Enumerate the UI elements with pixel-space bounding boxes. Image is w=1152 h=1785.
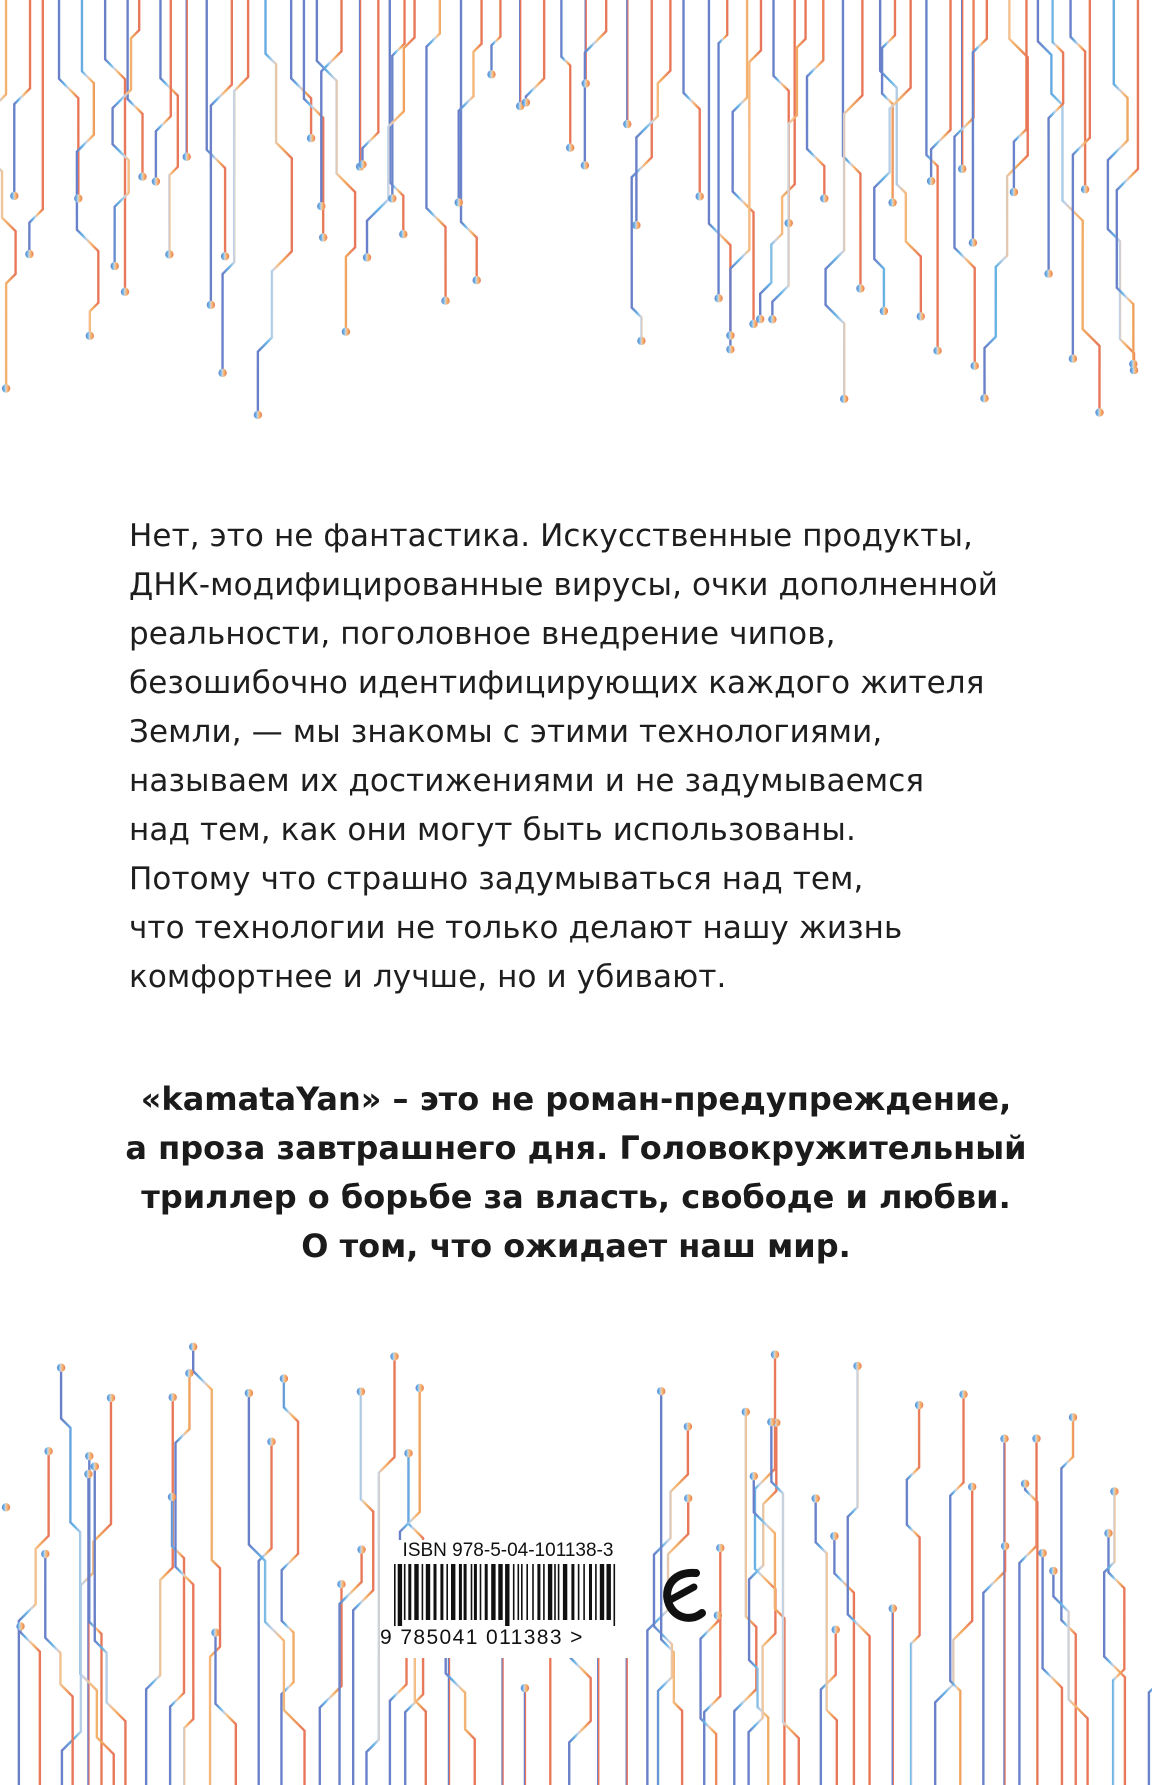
barcode-bar — [595, 1564, 597, 1620]
circuit-trace — [848, 1366, 870, 1785]
eksmo-logo-icon — [660, 1565, 708, 1627]
circuit-trace — [1049, 0, 1064, 274]
circuit-trace — [950, 1394, 963, 1785]
circuit-node — [189, 1343, 197, 1351]
circuit-trace — [207, 0, 225, 256]
circuit-node — [388, 194, 396, 202]
circuit-node — [254, 411, 262, 419]
isbn-number: ISBN 978-5-04-101138-3 — [402, 1540, 614, 1561]
barcode-bar — [614, 1564, 616, 1626]
circuit-trace — [21, 1626, 40, 1785]
circuit-node — [756, 315, 764, 323]
barcode-bar — [464, 1564, 467, 1620]
circuit-node — [416, 1384, 424, 1392]
circuit-trace — [1053, 1571, 1087, 1785]
barcode-bar — [498, 1564, 502, 1620]
circuit-trace — [807, 0, 824, 199]
circuit-trace — [636, 0, 670, 225]
circuit-node — [632, 221, 640, 229]
barcode-bar — [414, 1564, 418, 1620]
circuit-node — [623, 120, 631, 128]
circuit-node — [1001, 1542, 1009, 1550]
circuit-node — [714, 294, 722, 302]
circuit-trace — [160, 0, 177, 254]
barcode-bar — [474, 1564, 477, 1620]
tagline-line: триллер о борьбе за власть, свободе и любви. — [141, 1178, 1011, 1216]
barcode-bar — [451, 1564, 455, 1620]
circuit-pattern-bottom — [0, 1290, 1152, 1785]
circuit-trace — [561, 0, 570, 148]
circuit-node — [165, 250, 173, 258]
barcode-bars — [380, 1564, 630, 1626]
circuit-node — [358, 160, 366, 168]
circuit-node — [84, 1470, 92, 1478]
barcode-digits: 9 785041 011383 > — [380, 1626, 584, 1649]
circuit-node — [684, 1422, 692, 1430]
circuit-trace — [193, 1347, 220, 1785]
circuit-node — [915, 1401, 923, 1409]
barcode-bar — [571, 1564, 574, 1620]
circuit-node — [152, 177, 160, 185]
barcode-bar — [513, 1564, 515, 1620]
blurb-line: что технологии не только делают нашу жизнь — [129, 910, 903, 946]
circuit-node — [856, 284, 864, 292]
circuit-trace — [45, 1554, 72, 1785]
circuit-pattern-top — [0, 0, 1152, 480]
circuit-trace — [14, 0, 30, 196]
circuit-trace — [211, 0, 232, 305]
barcode-bar — [485, 1564, 488, 1620]
blurb-line: комфортнее и лучше, но и убивают. — [129, 959, 727, 995]
circuit-node — [207, 301, 215, 309]
blurb-line: называем их достижениями и не задумываемся — [129, 763, 925, 799]
circuit-node — [968, 1483, 976, 1491]
circuit-node — [971, 362, 979, 370]
circuit-node — [25, 250, 33, 258]
barcode-bar — [394, 1564, 396, 1626]
circuit-node — [1069, 1413, 1077, 1421]
circuit-trace — [935, 1487, 972, 1785]
circuit-node — [363, 253, 371, 261]
circuit-node — [749, 320, 757, 328]
barcode-bar — [543, 1564, 545, 1620]
blurb-line: ДНК-модифицированные вирусы, очки дополненной — [129, 567, 999, 603]
circuit-trace — [954, 0, 974, 366]
circuit-node — [1129, 360, 1137, 368]
barcode-bar — [480, 1564, 482, 1620]
barcode-bar — [563, 1564, 567, 1620]
barcode-bar — [532, 1564, 534, 1620]
barcode-bar — [459, 1564, 462, 1620]
circuit-node — [959, 1390, 967, 1398]
circuit-node — [441, 297, 449, 305]
circuit-trace — [461, 0, 477, 280]
circuit-trace — [249, 1393, 305, 1785]
circuit-node — [566, 144, 574, 152]
circuit-trace — [730, 0, 761, 349]
circuit-node — [357, 1387, 365, 1395]
barcode-bar — [554, 1564, 556, 1620]
circuit-node — [1021, 1480, 1029, 1488]
circuit-node — [245, 1389, 253, 1397]
circuit-node — [637, 337, 645, 345]
tagline-line: а проза завтрашнего дня. Головокружительный — [125, 1129, 1027, 1167]
circuit-node — [889, 1604, 897, 1612]
circuit-node — [455, 198, 463, 206]
barcode-bar — [440, 1564, 443, 1620]
circuit-node — [980, 394, 988, 402]
circuit-trace — [258, 0, 292, 415]
barcode-bar — [422, 1564, 424, 1620]
circuit-node — [390, 1352, 398, 1360]
circuit-trace — [170, 1497, 184, 1785]
tagline-line: О том, что ожидает наш мир. — [301, 1227, 851, 1265]
circuit-trace — [1019, 1439, 1036, 1785]
barcode-bar — [408, 1564, 411, 1620]
circuit-node — [319, 233, 327, 241]
blurb-line: Нет, это не фантастика. Искусственные продукты, — [129, 518, 973, 554]
circuit-node — [487, 70, 495, 78]
circuit-trace — [59, 0, 78, 198]
circuit-trace — [880, 0, 921, 316]
circuit-trace — [907, 1405, 920, 1785]
circuit-node — [1032, 1434, 1040, 1442]
circuit-node — [742, 1408, 750, 1416]
barcode-bar — [578, 1564, 580, 1620]
circuit-node — [169, 1393, 177, 1401]
circuit-node — [958, 165, 966, 173]
circuit-node — [41, 1550, 49, 1558]
circuit-node — [185, 1369, 193, 1377]
isbn-barcode — [380, 1540, 640, 1658]
barcode-bar — [518, 1564, 520, 1620]
circuit-node — [307, 134, 315, 142]
barcode-bar — [446, 1564, 448, 1620]
circuit-trace — [843, 0, 860, 289]
circuit-trace — [426, 0, 445, 301]
circuit-trace — [29, 0, 42, 254]
circuit-node — [933, 347, 941, 355]
circuit-node — [1081, 185, 1089, 193]
circuit-node — [218, 369, 226, 377]
circuit-node — [86, 332, 94, 340]
circuit-node — [121, 288, 129, 296]
circuit-node — [404, 1449, 412, 1457]
barcode-bar — [526, 1564, 528, 1620]
circuit-node — [696, 192, 704, 200]
circuit-node — [657, 1387, 665, 1395]
circuit-node — [888, 198, 896, 206]
circuit-node — [138, 173, 146, 181]
circuit-node — [111, 262, 119, 270]
circuit-trace — [362, 0, 378, 164]
circuit-trace — [223, 0, 249, 373]
circuit-trace — [1109, 1533, 1125, 1785]
circuit-node — [812, 1494, 820, 1502]
circuit-trace — [931, 0, 950, 181]
circuit-node — [830, 1532, 838, 1540]
circuit-node — [1000, 1435, 1008, 1443]
circuit-node — [10, 192, 18, 200]
circuit-node — [2, 1503, 10, 1511]
circuit-node — [969, 239, 977, 247]
tagline-paragraph — [0, 1075, 1152, 1271]
circuit-node — [767, 1418, 775, 1426]
circuit-trace — [821, 1630, 836, 1785]
circuit-trace — [156, 0, 171, 182]
circuit-node — [853, 1362, 861, 1370]
barcode-bar — [505, 1564, 509, 1626]
circuit-trace — [291, 0, 311, 138]
blurb-line: над тем, как они могут быть использованы. — [129, 812, 856, 848]
circuit-trace — [719, 0, 728, 298]
circuit-trace — [684, 0, 700, 196]
circuit-node — [726, 331, 734, 339]
circuit-node — [399, 230, 407, 238]
circuit-node — [1010, 188, 1018, 196]
circuit-node — [168, 1493, 176, 1501]
circuit-trace — [973, 0, 987, 243]
circuit-node — [714, 1611, 722, 1619]
circuit-node — [280, 1374, 288, 1382]
circuit-trace — [77, 0, 98, 336]
circuit-node — [927, 177, 935, 185]
circuit-node — [1069, 355, 1077, 363]
circuit-trace — [146, 1397, 173, 1785]
circuit-node — [357, 1545, 365, 1553]
circuit-node — [211, 1628, 219, 1636]
barcode-bar — [434, 1564, 437, 1620]
barcode-bar — [589, 1564, 592, 1620]
circuit-node — [768, 315, 776, 323]
barcode-bar — [426, 1564, 430, 1620]
circuit-node — [582, 79, 590, 87]
circuit-node — [726, 345, 734, 353]
circuit-node — [1095, 408, 1103, 416]
circuit-node — [684, 1494, 692, 1502]
barcode-bar — [607, 1564, 611, 1620]
circuit-trace — [632, 0, 652, 341]
circuit-node — [74, 194, 82, 202]
barcode-bar — [404, 1564, 406, 1620]
circuit-trace — [526, 0, 544, 103]
blurb-paragraph — [129, 512, 1049, 1002]
barcode-bar — [548, 1564, 552, 1620]
circuit-node — [16, 1622, 24, 1630]
circuit-node — [522, 98, 530, 106]
circuit-node — [85, 1452, 93, 1460]
circuit-node — [840, 395, 848, 403]
blurb-line: реальности, поголовное внедрение чипов, — [129, 616, 836, 652]
barcode-bar — [471, 1564, 473, 1620]
circuit-node — [521, 1684, 529, 1692]
circuit-node — [1049, 1567, 1057, 1575]
blurb-line: Потому что страшно задумываться над тем, — [129, 861, 864, 897]
circuit-trace — [281, 1379, 298, 1785]
circuit-trace — [1073, 0, 1090, 359]
circuit-node — [317, 202, 325, 210]
circuit-trace — [772, 0, 805, 319]
circuit-node — [183, 153, 191, 161]
circuit-node — [832, 1626, 840, 1634]
blurb-line: безошибочно идентифицирующих каждого жителя — [129, 665, 985, 701]
circuit-node — [342, 328, 350, 336]
circuit-trace — [1061, 1417, 1075, 1785]
circuit-node — [917, 312, 925, 320]
circuit-trace — [492, 0, 501, 74]
circuit-node — [880, 307, 888, 315]
barcode-bar — [521, 1564, 523, 1620]
circuit-trace — [985, 0, 1028, 398]
circuit-node — [716, 1544, 724, 1552]
circuit-node — [107, 1394, 115, 1402]
blurb-line: Земли, — мы знакомы с этими технологиями, — [129, 714, 883, 750]
circuit-node — [1110, 1487, 1118, 1495]
barcode-bar — [491, 1564, 495, 1620]
circuit-node — [1104, 1529, 1112, 1537]
barcode-bar — [600, 1564, 604, 1620]
circuit-trace — [983, 1546, 1005, 1785]
circuit-node — [1044, 270, 1052, 278]
circuit-node — [750, 1472, 758, 1480]
tagline-line: «kamataYan» – это не роман-предупреждение, — [140, 1080, 1012, 1118]
circuit-node — [57, 1364, 65, 1372]
circuit-node — [91, 1462, 99, 1470]
circuit-node — [44, 1447, 52, 1455]
circuit-node — [1038, 1549, 1046, 1557]
circuit-node — [785, 219, 793, 227]
circuit-node — [581, 161, 589, 169]
barcode-bar — [537, 1564, 540, 1620]
circuit-trace — [216, 1633, 236, 1785]
circuit-node — [267, 1438, 275, 1446]
circuit-node — [221, 252, 229, 260]
circuit-trace — [774, 0, 789, 223]
circuit-node — [337, 1580, 345, 1588]
circuit-node — [473, 276, 481, 284]
barcode-bar — [558, 1564, 560, 1620]
barcode-bar — [583, 1564, 585, 1620]
circuit-node — [820, 194, 828, 202]
barcode-bar — [398, 1564, 402, 1626]
circuit-node — [2, 384, 10, 392]
circuit-trace — [320, 1584, 342, 1785]
circuit-node — [771, 1350, 779, 1358]
